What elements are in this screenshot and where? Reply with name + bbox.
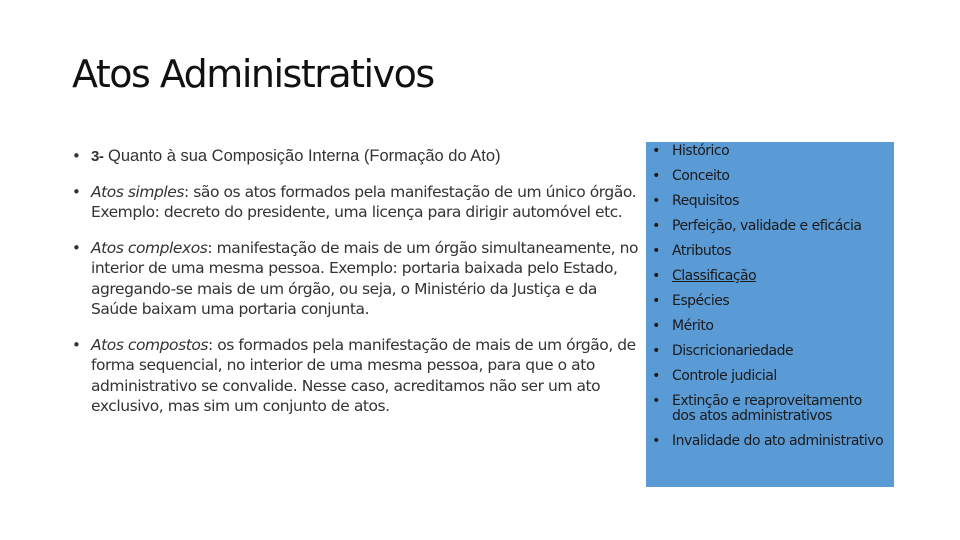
section-heading <box>72 146 638 168</box>
bullet-term: Atos compostos <box>91 335 209 354</box>
topic-item-conceito[interactable]: • Conceito <box>646 169 894 184</box>
bullet-dot: • <box>652 143 660 159</box>
bullet-dot: • <box>652 368 660 384</box>
topic-item-especies[interactable]: • Espécies <box>646 294 894 309</box>
section-number: 3- <box>91 148 104 165</box>
bullet-dot: • <box>652 168 660 184</box>
bullet-dot: • <box>72 147 81 165</box>
bullet-dot: • <box>652 243 660 259</box>
topic-item-merito[interactable]: • Mérito <box>646 319 894 334</box>
bullet-dot: • <box>652 268 660 284</box>
bullet-atos-complexos <box>72 238 638 320</box>
bullet-text: : os formados pela manifestação de mais de um órgão, de forma sequencial, no interior de uma mesma pessoa, para que o ato administrativo se convalide. Nesse caso, acreditamos não ser um ato exclusivo, mas sim um conjunto de atos. <box>91 335 636 415</box>
topic-item-requisitos[interactable]: • Requisitos <box>646 194 894 209</box>
bullet-dot: • <box>652 193 660 209</box>
topic-item-invalidade[interactable]: • Invalidade do ato administrativo <box>646 434 894 449</box>
bullet-term: Atos complexos <box>91 238 208 257</box>
bullet-text: : são os atos formados pela manifestação de um único órgão. Exemplo: decreto do presidente, uma licença para dirigir automóvel etc. <box>91 182 637 221</box>
bullet-dot: • <box>652 218 660 234</box>
bullet-dot: • <box>72 335 81 354</box>
classificacao-link[interactable]: Classificação <box>672 268 757 284</box>
topic-item-controle-judicial[interactable]: • Controle judicial <box>646 369 894 384</box>
topic-item-historico[interactable]: • Histórico <box>646 144 894 159</box>
bullet-dot: • <box>652 318 660 334</box>
topics-list <box>646 144 894 459</box>
topic-item-classificacao[interactable] <box>646 269 894 284</box>
bullet-atos-simples <box>72 182 638 223</box>
topic-item-perfeicao[interactable]: • Perfeição, validade e eficácia <box>646 219 894 234</box>
bullet-term: Atos simples <box>91 182 185 201</box>
content-body <box>72 146 638 432</box>
bullet-dot: • <box>652 393 660 409</box>
topic-item-extincao[interactable]: • Extinção e reaproveitamento dos atos administrativos <box>646 394 894 424</box>
topic-item-discricionariedade[interactable]: • Discricionariedade <box>646 344 894 359</box>
bullet-dot: • <box>72 182 81 201</box>
bullet-atos-compostos <box>72 335 638 417</box>
section-heading-text: Quanto à sua Composição Interna (Formação do Ato) <box>103 147 501 165</box>
slide-title: Atos Administrativos <box>72 52 434 96</box>
bullet-dot: • <box>72 238 81 257</box>
topics-panel <box>646 142 894 487</box>
bullet-dot: • <box>652 433 660 449</box>
bullet-text: : manifestação de mais de um órgão simultaneamente, no interior de uma mesma pessoa. Exemplo: portaria baixada pelo Estado, agregando-se mais de um órgão, ou seja, o Ministério da Justiça e da Saúde baixam uma portaria conjunta. <box>91 238 639 318</box>
bullet-dot: • <box>652 343 660 359</box>
topic-item-atributos[interactable]: • Atributos <box>646 244 894 259</box>
bullet-dot: • <box>652 293 660 309</box>
